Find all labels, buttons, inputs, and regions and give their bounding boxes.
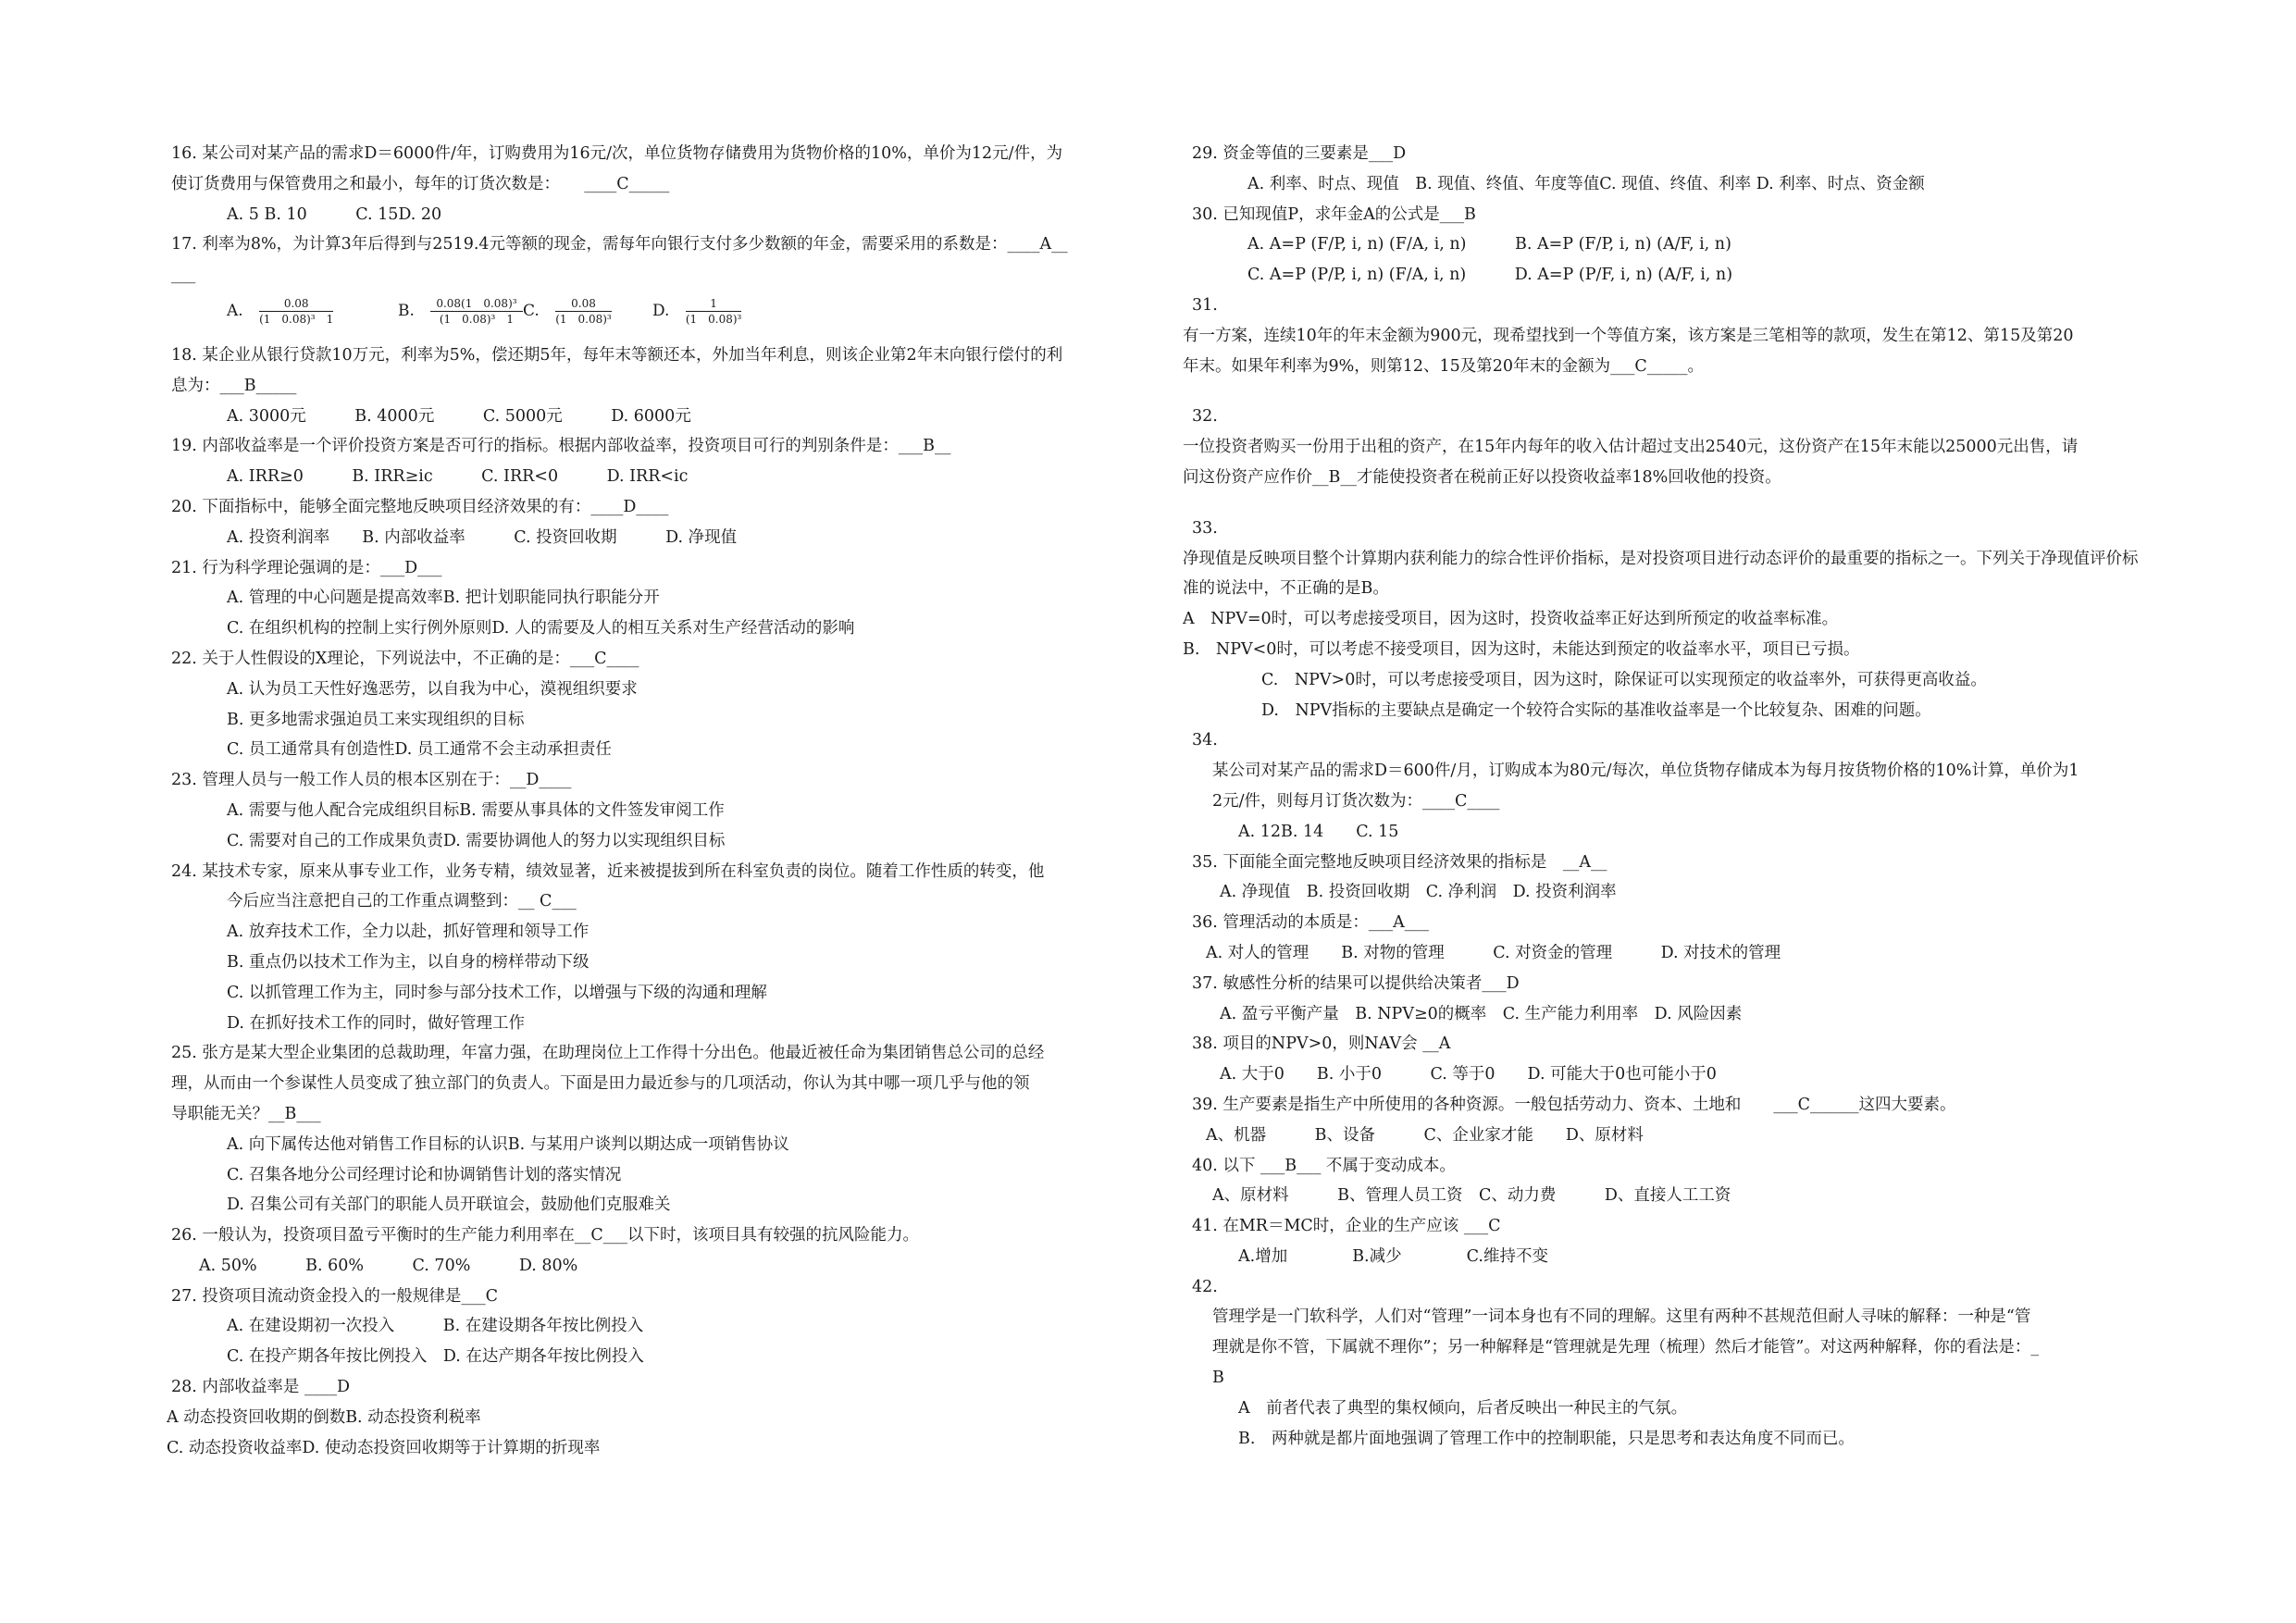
q40-options: A、原材料 B、管理人员工资 C、动力费 D、直接人工工资	[1212, 1186, 1731, 1206]
q40-stem: 40. 以下 ___B___ 不属于变动成本。	[1192, 1156, 1456, 1175]
q33-option-a: A NPV=0时，可以考虑接受项目，因为这时，投资收益率正好达到所预定的收益率标准。	[1183, 610, 1839, 629]
q20-stem: 20. 下面指标中，能够全面完整地反映项目经济效果的有：____D____	[171, 497, 669, 516]
q17-option-b: B. $\frac{\text{0.08(1 0.08)³}}{\text{(1 0.08)³ 1}}$	[398, 296, 523, 327]
q41-stem: 41. 在MR＝MC时，企业的生产应该 ___C	[1192, 1217, 1501, 1236]
q22-option-a: A. 认为员工天性好逸恶劳，以自我为中心，漠视组织要求	[227, 679, 638, 699]
q17-fraction-a: $\frac{0.08}{\text{(1 0.08)³ 1}}$	[259, 296, 334, 326]
q23-stem: 23. 管理人员与一般工作人员的根本区别在于：__D____	[171, 771, 572, 790]
q33-option-d: D. NPV指标的主要缺点是确定一个较符合实际的基准收益率是一个比较复杂、困难的问题。	[1261, 700, 1931, 720]
q17-stem-cont: ___	[171, 266, 196, 285]
spacer	[1192, 381, 2247, 402]
q39-options: A、机器 B、设备 C、企业家才能 D、原材料	[1206, 1125, 1644, 1145]
q33-option-b: B. NPV<0时，可以考虑不接受项目，因为这时，未能达到预定的收益率水平，项目已亏损。	[1183, 639, 1860, 659]
q33-stem: 净现值是反映项目整个计算期内获利能力的综合性评价指标，是对投资项目进行动态评价的最重要的指标之一。下列关于净现值评价标	[1183, 549, 2139, 568]
q33-option-c: C. NPV>0时，可以考虑接受项目，因为这时，除保证可以实现预定的收益率外，可获得更高收益。	[1261, 670, 1987, 689]
q17-fraction-b: $\frac{\text{0.08(1 0.08)³}}{\text{(1 0.08)³ 1}}$	[430, 296, 522, 327]
q37-options: A. 盈亏平衡产量 B. NPV≥0的概率 C. 生产能力利用率 D. 风险因素	[1220, 1004, 1743, 1023]
q32-stem-cont: 问这份资产应作价__B__才能使投资者在税前正好以投资收益率18%回收他的投资。	[1183, 467, 1781, 487]
q26-stem: 26. 一般认为，投资项目盈亏平衡时的生产能力利用率在__C___以下时，该项目具有较强的抗风险能力。	[171, 1226, 920, 1245]
q32-stem: 一位投资者购买一份用于出租的资产，在15年内每年的收入估计超过支出2540元，这份资产在15年末能以25000元出售，请	[1183, 438, 2079, 457]
q31-number: 31.	[1192, 295, 1218, 315]
q30-option-cd: C. A=P (P/P, i, n) (F/A, i, n) D. A=P (P/F, i, n) (A/F, i, n)	[1247, 266, 1733, 285]
q23-option-ab: A. 需要与他人配合完成组织目标B. 需要从事具体的文件签发审阅工作	[227, 800, 725, 820]
q29-stem: 29. 资金等值的三要素是___D	[1192, 144, 1407, 163]
q34-stem: 某公司对某产品的需求D＝600件/月，订购成本为80元/每次，单位货物存储成本为每月按货物价格的10%计算，单价为1	[1212, 762, 2079, 781]
q29-options: A. 利率、时点、现值 B. 现值、终值、年度等值C. 现值、终值、利率 D. 利率、时点、资金额	[1247, 174, 1925, 193]
q33-stem-cont: 准的说法中，不正确的是B。	[1183, 579, 1389, 599]
q25-option-c: C. 召集各地分公司经理讨论和协调销售计划的落实情况	[227, 1165, 622, 1184]
left-column	[167, 139, 1124, 1463]
spacer	[1192, 493, 2247, 514]
q31-stem-cont: 年末。如果年利率为9%，则第12、15及第20年末的金额为___C_____。	[1183, 356, 1704, 376]
q24-option-c: C. 以抓管理工作为主，同时参与部分技术工作，以增强与下级的沟通和理解	[227, 983, 767, 1002]
q28-stem: 28. 内部收益率是 ____D	[171, 1378, 350, 1397]
q35-options: A. 净现值 B. 投资回收期 C. 净利润 D. 投资利润率	[1220, 883, 1617, 902]
q42-option-b: B. 两种就是都片面地强调了管理工作中的控制职能，只是思考和表达角度不同而已。	[1238, 1429, 1855, 1448]
q22-option-cd: C. 员工通常具有创造性D. 员工通常不会主动承担责任	[227, 740, 612, 760]
q23-option-cd: C. 需要对自己的工作成果负责D. 需要协调他人的努力以实现组织目标	[227, 831, 726, 850]
q42-number: 42.	[1192, 1277, 1218, 1296]
q24-stem-cont: 今后应当注意把自己的工作重点调整到：__ C___	[227, 892, 577, 911]
q18-stem: 18. 某企业从银行贷款10万元，利率为5%，偿还期5年，每年末等额还本，外加当年利息，则该企业第2年末向银行偿付的利	[171, 345, 1063, 365]
q42-stem-cont: 理就是你不管，下属就不理你”；另一种解释是“管理就是先理（梳理）然后才能管”。对这两种解释，你的看法是：_	[1212, 1338, 2040, 1357]
q21-option-ab: A. 管理的中心问题是提高效率B. 把计划职能同执行职能分开	[227, 588, 660, 608]
q26-options: A. 50% B. 60% C. 70% D. 80%	[199, 1256, 578, 1275]
q22-option-b: B. 更多地需求强迫员工来实现组织的目标	[227, 710, 525, 729]
q34-options: A. 12B. 14 C. 15	[1238, 822, 1399, 841]
q42-option-a: A 前者代表了典型的集权倾向，后者反映出一种民主的气氛。	[1238, 1398, 1688, 1418]
q24-option-a: A. 放弃技术工作，全力以赴，抓好管理和领导工作	[227, 923, 590, 942]
q27-option-cd: C. 在投产期各年按比例投入 D. 在达产期各年按比例投入	[227, 1347, 644, 1367]
q38-options: A. 大于0 B. 小于0 C. 等于0 D. 可能大于0也可能小于0	[1220, 1065, 1717, 1084]
q25-stem-cont: 理，从而由一个参谋性人员变成了独立部门的负责人。下面是田力最近参与的几项活动，你认为其中哪一项几乎与他的领	[171, 1074, 1030, 1094]
q16-stem-cont: 使订货费用与保管费用之和最小，每年的订货次数是： ____C_____	[171, 174, 670, 193]
q30-option-ab: A. A=P (F/P, i, n) (F/A, i, n) B. A=P (F/P, i, n) (A/F, i, n)	[1247, 235, 1731, 254]
q16-options: A. 5 B. 10 C. 15D. 20	[227, 204, 442, 224]
q25-option-ab: A. 向下属传达他对销售工作目标的认识B. 与某用户谈判以期达成一项销售协议	[227, 1134, 789, 1154]
q41-options: A.增加 B.减少 C.维持不变	[1238, 1246, 1548, 1266]
q18-options: A. 3000元 B. 4000元 C. 5000元 D. 6000元	[227, 406, 691, 426]
q17-option-a: A. $\frac{0.08}{\text{(1 0.08)³ 1}}$	[227, 296, 334, 326]
q19-stem: 19. 内部收益率是一个评价投资方案是否可行的指标。根据内部收益率，投资项目可行的判别条件是：___B__	[171, 437, 951, 456]
q28-option-cd: C. 动态投资收益率D. 使动态投资回收期等于计算期的折现率	[167, 1438, 601, 1457]
right-column	[1183, 139, 2247, 1454]
q21-stem: 21. 行为科学理论强调的是：___D___	[171, 558, 442, 577]
q42-answer: B	[1212, 1369, 1224, 1388]
q34-number: 34.	[1192, 731, 1218, 750]
q17-formula-options	[171, 291, 1124, 341]
q24-stem: 24. 某技术专家，原来从事专业工作，业务专精，绩效显著，近来被提拔到所在科室负责的岗位。随着工作性质的转变，他	[171, 861, 1045, 881]
q28-option-ab: A 动态投资回收期的倒数B. 动态投资利税率	[167, 1407, 481, 1427]
q17-option-c: C. $\frac{0.08}{\text{(1 0.08)³}}$	[523, 296, 612, 326]
q18-stem-cont: 息为：___B_____	[171, 376, 297, 395]
q36-stem: 36. 管理活动的本质是：___A___	[1192, 913, 1430, 933]
q21-option-cd: C. 在组织机构的控制上实行例外原则D. 人的需要及人的相互关系对生产经营活动的影响	[227, 619, 855, 638]
q39-stem: 39. 生产要素是指生产中所使用的各种资源。一般包括劳动力、资本、土地和 ___C______这四大要素。	[1192, 1095, 1956, 1114]
q17-fraction-d: $\frac{1}{\text{(1 0.08)³}}$	[685, 296, 742, 326]
q30-stem: 30. 已知现值P，求年金A的公式是___B	[1192, 204, 1476, 224]
q32-number: 32.	[1192, 407, 1218, 427]
q35-stem: 35. 下面能全面完整地反映项目经济效果的指标是 __A__	[1192, 852, 1607, 872]
q42-stem: 管理学是一门软科学，人们对“管理”一词本身也有不同的理解。这里有两种不甚规范但耐人寻味的解释：一种是“管	[1212, 1307, 2031, 1327]
q27-option-ab: A. 在建设期初一次投入 B. 在建设期各年按比例投入	[227, 1317, 644, 1336]
q19-options: A. IRR≥0 B. IRR≥ic C. IRR<0 D. IRR<ic	[227, 467, 689, 487]
q17-stem: 17. 利率为8%，为计算3年后得到与2519.4元等额的现金，需每年向银行支付多少数额的年金，需要采用的系数是：____A__	[171, 235, 1068, 254]
q25-stem: 25. 张方是某大型企业集团的总裁助理，年富力强，在助理岗位上工作得十分出色。他最近被任命为集团销售总公司的总经	[171, 1044, 1045, 1063]
q24-option-b: B. 重点仍以技术工作为主，以自身的榜样带动下级	[227, 952, 590, 972]
q37-stem: 37. 敏感性分析的结果可以提供给决策者___D	[1192, 973, 1520, 993]
q17-option-d: D. $\frac{1}{\text{(1 0.08)³}}$	[652, 296, 742, 326]
q27-stem: 27. 投资项目流动资金投入的一般规律是___C	[171, 1286, 499, 1306]
q17-fraction-c: $\frac{0.08}{\text{(1 0.08)³}}$	[555, 296, 612, 326]
q24-option-d: D. 在抓好技术工作的同时，做好管理工作	[227, 1013, 526, 1033]
q25-stem-cont2: 导职能无关？__B___	[171, 1104, 321, 1123]
q38-stem: 38. 项目的NPV>0，则NAV会 __A	[1192, 1035, 1451, 1054]
q33-number: 33.	[1192, 518, 1218, 538]
q31-stem: 有一方案，连续10年的年末金额为900元，现希望找到一个等值方案，该方案是三笔相等的款项，发生在第12、第15及第20	[1183, 326, 2074, 345]
q22-stem: 22. 关于人性假设的X理论，下列说法中，不正确的是：___C____	[171, 649, 639, 668]
q16-stem: 16. 某公司对某产品的需求D＝6000件/年，订购费用为16元/次，单位货物存储费用为货物价格的10%，单价为12元/件，为	[171, 144, 1063, 163]
q36-options: A. 对人的管理 B. 对物的管理 C. 对资金的管理 D. 对技术的管理	[1206, 943, 1781, 962]
q34-stem-cont: 2元/件，则每月订货次数为：____C____	[1212, 791, 1500, 811]
q25-option-d: D. 召集公司有关部门的职能人员开联谊会，鼓励他们克服难关	[227, 1196, 671, 1215]
q20-options: A. 投资利润率 B. 内部收益率 C. 投资回收期 D. 净现值	[227, 527, 738, 547]
